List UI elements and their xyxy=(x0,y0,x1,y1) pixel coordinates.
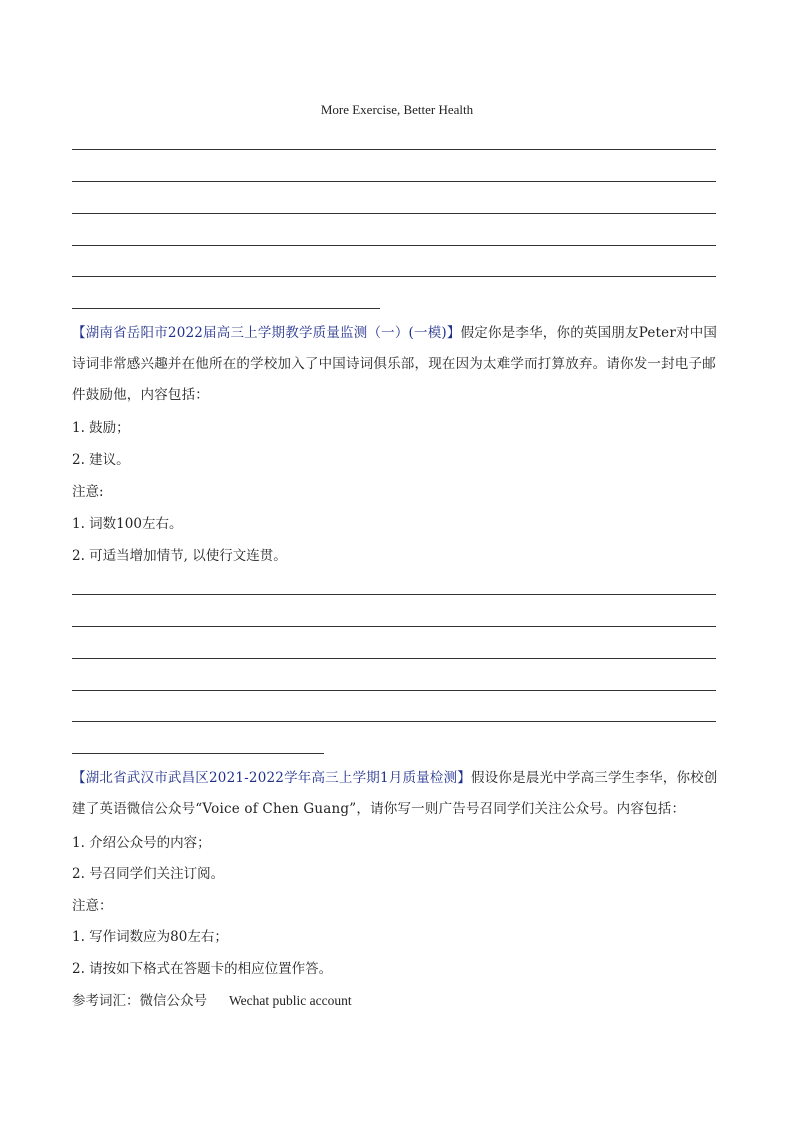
writing-line xyxy=(72,149,716,150)
question-1-prompt xyxy=(72,318,722,411)
essay-title: More Exercise, Better Health xyxy=(320,102,474,117)
question-2-prompt xyxy=(72,763,722,825)
writing-line xyxy=(72,594,716,595)
question-2-note: 1. 写作词数应为80左右； xyxy=(72,929,228,945)
writing-line xyxy=(72,276,716,277)
question-2-note-label: 注意： xyxy=(72,898,113,914)
question-2-item: 1. 介绍公众号的内容； xyxy=(72,835,211,851)
question-2-item: 2. 号召同学们关注订阅。 xyxy=(72,866,225,882)
reference-label: 参考词汇：微信公众号 xyxy=(72,993,207,1009)
question-1-source: 【湖南省岳阳市2022届高三上学期教学质量监测（一）(一模)】 xyxy=(72,325,461,341)
question-2-reference xyxy=(72,991,352,1011)
question-2-note: 2. 请按如下格式在答题卡的相应位置作答。 xyxy=(72,961,333,977)
question-1-item: 1. 鼓励； xyxy=(72,420,130,436)
question-2-text: 假设你是晨光中学高三学生李华，你校创建了英语微信公众号“Voice of Chen Guang”，请你写一则广告号召同学们关注公众号。内容包括： xyxy=(72,770,718,817)
question-2-source: 【湖北省武汉市武昌区2021-2022学年高三上学期1月质量检测】 xyxy=(72,770,471,786)
reference-term: Wechat public account xyxy=(229,993,352,1008)
writing-line xyxy=(72,721,716,722)
writing-line xyxy=(72,181,716,182)
question-1-text: 假定你是李华，你的英国朋友Peter对中国诗词非常感兴趣并在他所在的学校加入了中国诗词俱乐部，现在因为太难学而打算放弃。请你发一封电子邮件鼓励他，内容包括： xyxy=(72,325,718,403)
writing-line xyxy=(72,626,716,627)
question-1-note: 2. 可适当增加情节, 以使行文连贯。 xyxy=(72,548,287,564)
writing-line-short xyxy=(72,753,324,754)
writing-line xyxy=(72,245,716,246)
question-1-item: 2. 建议。 xyxy=(72,452,130,468)
question-1-note-label: 注意: xyxy=(72,484,104,500)
writing-line xyxy=(72,690,716,691)
writing-line-short xyxy=(72,308,380,309)
question-1-note: 1. 词数100左右。 xyxy=(72,516,183,532)
writing-line xyxy=(72,658,716,659)
writing-line xyxy=(72,213,716,214)
